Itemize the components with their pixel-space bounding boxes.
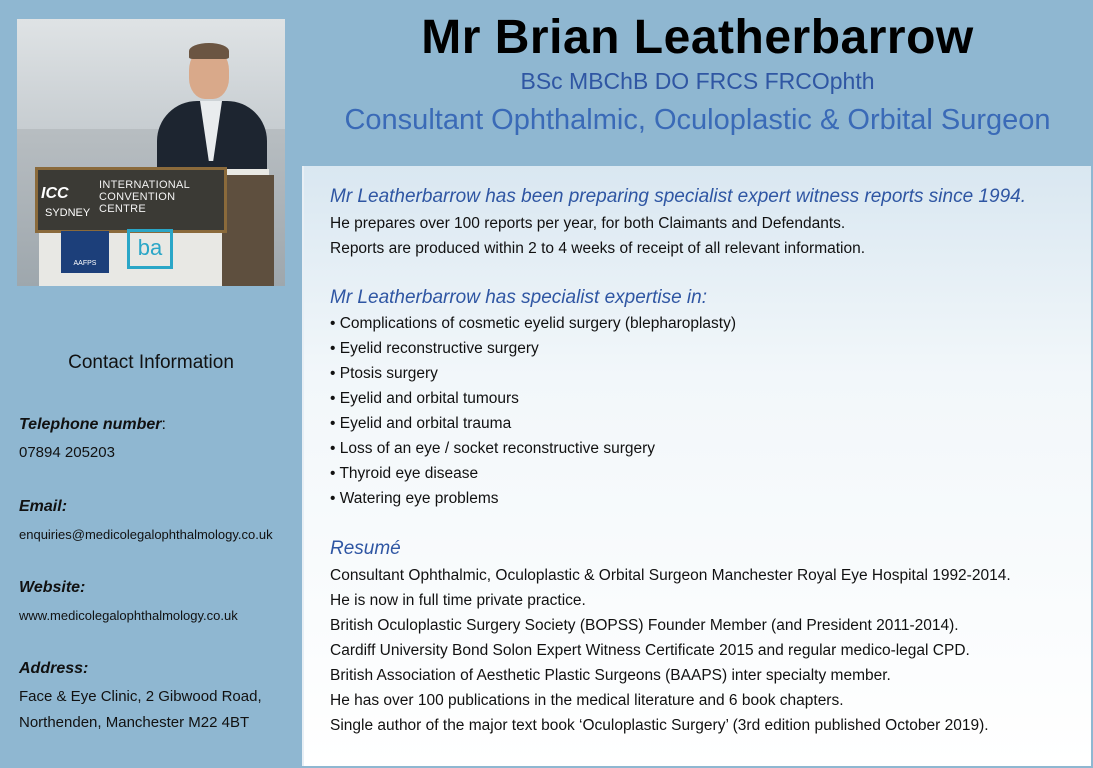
job-title: Consultant Ophthalmic, Oculoplastic & Orbital Surgeon xyxy=(344,104,1051,136)
photo-ba-badge: ba xyxy=(127,229,173,269)
expertise-item: • Eyelid and orbital tumours xyxy=(330,390,519,407)
resume-heading: Resumé xyxy=(330,538,401,559)
expertise-item: • Complications of cosmetic eyelid surgery (blepharoplasty) xyxy=(330,315,737,332)
email-label: Email: xyxy=(19,498,68,515)
intro-line: Reports are produced within 2 to 4 weeks of receipt of all relevant information. xyxy=(330,240,866,257)
expertise-item: • Ptosis surgery xyxy=(330,365,438,382)
photo-icc-line2: CONVENTION xyxy=(99,191,176,203)
speaker-photo xyxy=(17,19,285,286)
telephone-label-text: Telephone number xyxy=(19,416,162,433)
resume-line: He is now in full time private practice. xyxy=(330,592,586,609)
resume-line: British Association of Aesthetic Plastic Surgeons (BAAPS) inter specialty member. xyxy=(330,667,891,684)
qualifications: BSc MBChB DO FRCS FRCOphth xyxy=(520,68,875,94)
photo-icc-line3: CENTRE xyxy=(99,203,147,215)
resume-line: Single author of the major text book ‘Oculoplastic Surgery’ (3rd edition published October 2019). xyxy=(330,717,989,734)
email-value[interactable]: enquiries@medicolegalophthalmology.co.uk xyxy=(19,527,273,542)
doctor-name: Mr Brian Leatherbarrow xyxy=(421,11,974,64)
photo-podium-side xyxy=(222,175,274,286)
resume-line: British Oculoplastic Surgery Society (BOPSS) Founder Member (and President 2011-2014). xyxy=(330,617,959,634)
address-line1: Face & Eye Clinic, 2 Gibwood Road, xyxy=(19,688,262,705)
contact-title: Contact Information xyxy=(68,352,234,373)
expertise-item: • Thyroid eye disease xyxy=(330,465,479,482)
main-content xyxy=(302,166,1091,766)
expertise-item: • Eyelid reconstructive surgery xyxy=(330,340,539,357)
expertise-item: • Loss of an eye / socket reconstructive surgery xyxy=(330,440,656,457)
address-label: Address: xyxy=(19,660,89,677)
photo-icc-text xyxy=(99,179,190,215)
photo-speaker-hair xyxy=(189,43,229,59)
telephone-value[interactable]: 07894 205203 xyxy=(19,444,115,461)
sidebar xyxy=(0,0,302,768)
expertise-heading: Mr Leatherbarrow has specialist expertise in: xyxy=(330,287,708,308)
intro-heading: Mr Leatherbarrow has been preparing specialist expert witness reports since 1994. xyxy=(330,186,1026,207)
intro-line: He prepares over 100 reports per year, for both Claimants and Defendants. xyxy=(330,215,846,232)
website-label: Website: xyxy=(19,579,86,596)
page-header xyxy=(302,0,1093,166)
telephone-label xyxy=(19,416,166,434)
photo-aafps-badge xyxy=(61,231,109,273)
expertise-item: • Eyelid and orbital trauma xyxy=(330,415,512,432)
photo-icc-logo: ICC xyxy=(41,185,69,202)
address-line2: Northenden, Manchester M22 4BT xyxy=(19,714,250,731)
resume-line: Cardiff University Bond Solon Expert Witness Certificate 2015 and regular medico-legal CPD. xyxy=(330,642,970,659)
website-value[interactable]: www.medicolegalophthalmology.co.uk xyxy=(19,608,238,623)
resume-line: He has over 100 publications in the medical literature and 6 book chapters. xyxy=(330,692,844,709)
photo-aafps-label: AAFPS xyxy=(73,260,97,267)
resume-line: Consultant Ophthalmic, Oculoplastic & Orbital Surgeon Manchester Royal Eye Hospital 1992-2014. xyxy=(330,567,1011,584)
photo-sydney-text: SYDNEY xyxy=(45,207,91,219)
telephone-label-colon: : xyxy=(161,416,166,433)
photo-icc-line1: INTERNATIONAL xyxy=(99,179,191,191)
expertise-item: • Watering eye problems xyxy=(330,490,499,507)
